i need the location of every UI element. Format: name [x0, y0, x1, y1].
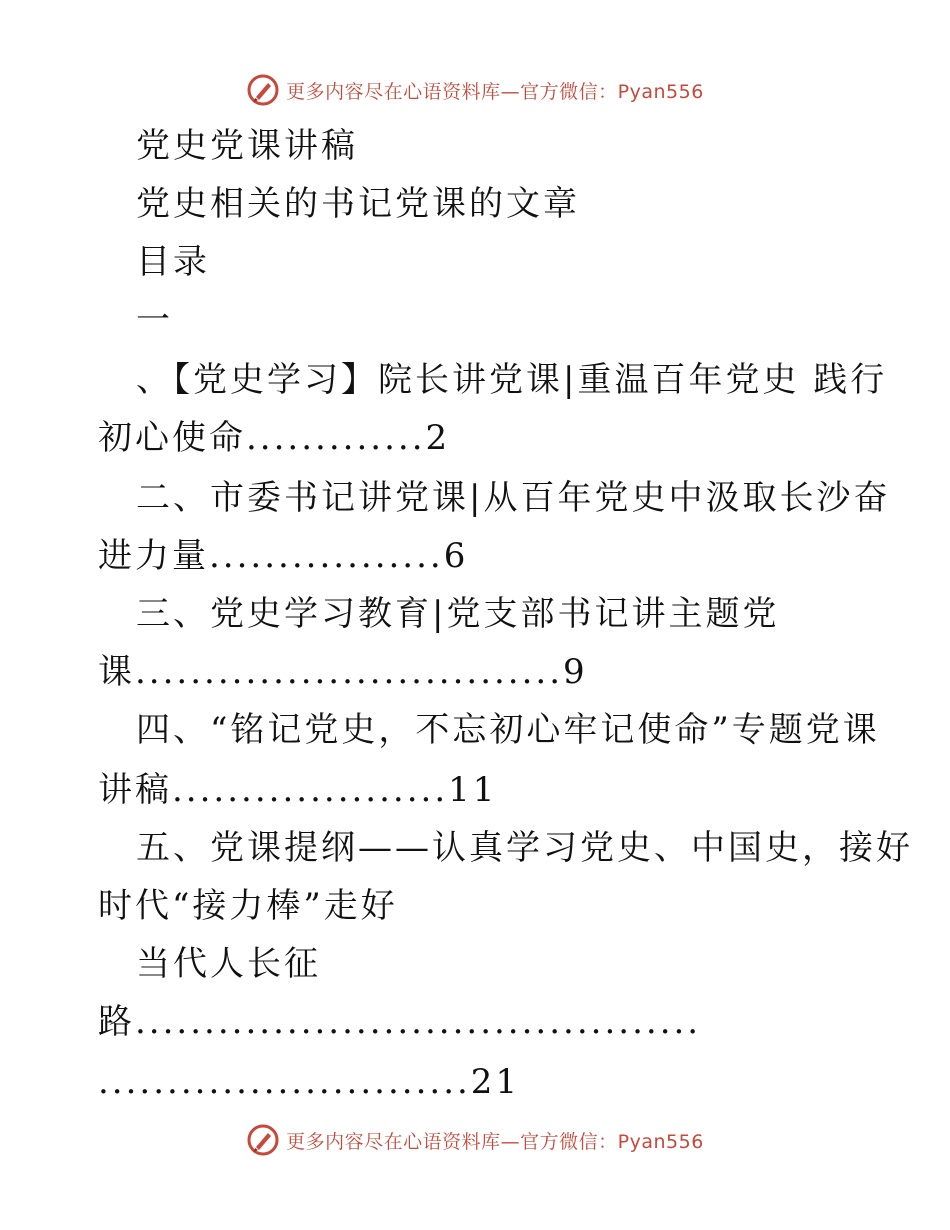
toc-heading: 目录	[136, 242, 210, 282]
toc-line: ...........................21	[98, 1062, 521, 1102]
document-subtitle: 党史相关的书记党课的文章	[136, 184, 580, 224]
toc-line: 二、市委书记讲党课|从百年党史中汲取长沙奋	[136, 478, 891, 518]
banner-text: 更多内容尽在心语资料库—官方微信：Pyan556	[286, 1130, 704, 1153]
pen-nib-logo-icon	[246, 1123, 280, 1157]
toc-line: 三、党史学习教育|党支部书记讲主题党	[136, 594, 780, 634]
pen-nib-logo-icon	[246, 73, 280, 107]
toc-line: 路.........................................	[98, 1002, 702, 1042]
toc-line: 进力量.................6	[98, 536, 469, 576]
toc-line: 时代“接力棒”走好	[98, 886, 398, 926]
toc-line: 当代人长征	[136, 944, 321, 984]
toc-line: 课...............................9	[98, 652, 588, 692]
document-title: 党史党课讲稿	[136, 126, 358, 166]
toc-line: 、【党史学习】院长讲党课|重温百年党史 践行	[136, 360, 888, 400]
header-banner	[0, 68, 950, 112]
footer-banner	[0, 1118, 950, 1162]
toc-line: 讲稿....................11	[98, 770, 498, 810]
toc-line: 一	[136, 300, 173, 340]
banner-text: 更多内容尽在心语资料库—官方微信：Pyan556	[286, 80, 704, 103]
toc-line: 五、党课提纲——认真学习党史、中国史，接好	[136, 828, 913, 868]
toc-line: 初心使命.............2	[98, 418, 451, 458]
toc-line: 四、“铭记党史，不忘初心牢记使命”专题党课	[136, 710, 880, 750]
